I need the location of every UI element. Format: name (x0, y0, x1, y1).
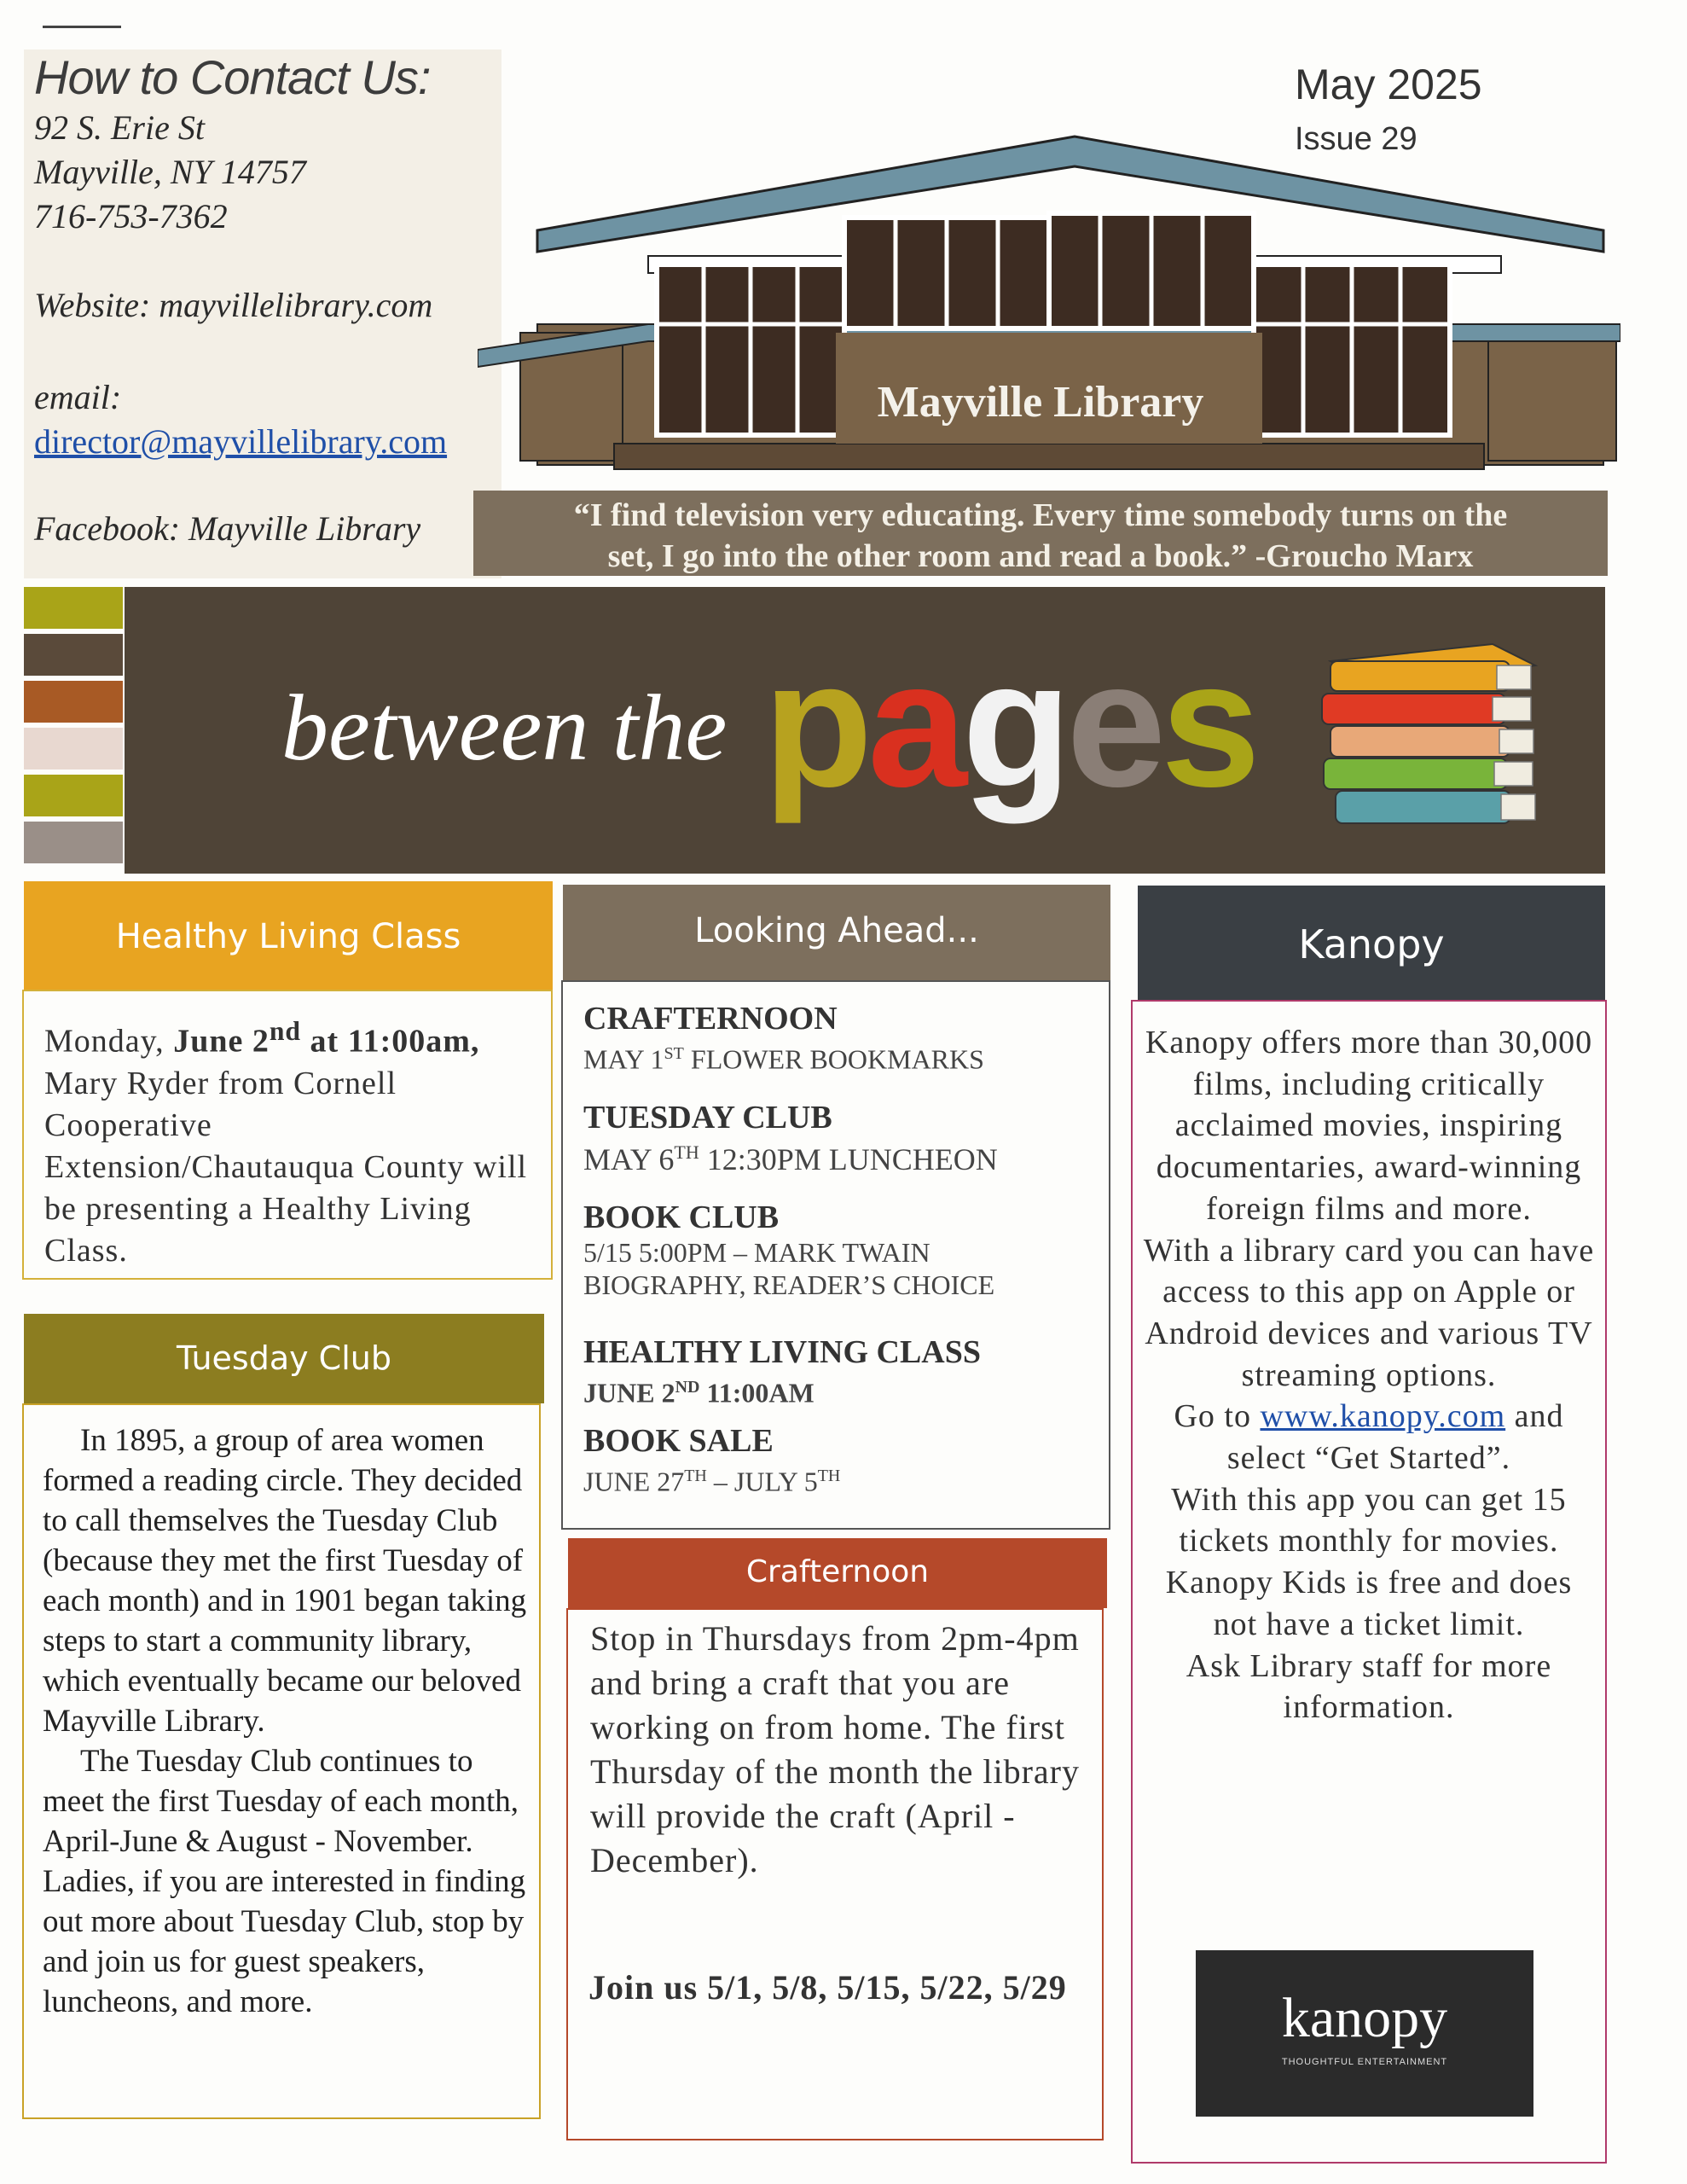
pages-letter: s (1161, 624, 1255, 824)
kanopy-logo-tagline: THOUGHTFUL ENTERTAINMENT (1281, 2057, 1448, 2067)
event-item (583, 1000, 1095, 1076)
crafternoon-heading: Crafternoon (745, 1554, 930, 1589)
kanopy-paragraph: Ask Library staff for more information. (1186, 1647, 1552, 1726)
stripe-2 (24, 634, 123, 676)
kanopy-paragraph: Kanopy Kids is free and does not have a ticket limit. (1165, 1565, 1573, 1642)
event-detail: JUNE 27TH – JULY 5TH (583, 1466, 841, 1497)
tuesday-paragraph-1: In 1895, a group of area women formed a reading circle. They decided to call themselves the Tuesday Club (because they met the first Tuesday of each month) and in 1901 began taking steps to start a community library, which eventually became our beloved Mayville Library. (43, 1423, 527, 1739)
crafternoon-dates: Join us 5/1, 5/8, 5/15, 5/22, 5/29 (588, 1968, 1067, 2007)
pages-letter: g (962, 624, 1067, 824)
stripe-4 (24, 728, 123, 770)
healthy-description: Mary Ryder from Cornell Cooperative Extension/Chautauqua County will be presenting a Healthy Living Class. (44, 1065, 528, 1269)
crafternoon-body: Stop in Thursdays from 2pm-4pm and bring a craft that you are working on from home. The first Thursday of the month the library will provide the craft (April - December). (590, 1619, 1080, 1879)
healthy-day: Monday, (44, 1023, 174, 1060)
contact-facebook: Facebook: Mayville Library (34, 509, 421, 548)
healthy-living-body (44, 1010, 530, 1272)
pages-letter: p (763, 624, 868, 824)
contact-street: 92 S. Erie St (34, 108, 205, 147)
kanopy-logo-word: kanopy (1281, 1987, 1448, 2049)
event-title: TUESDAY CLUB (583, 1100, 832, 1136)
healthy-date-suffix: nd (269, 1016, 302, 1046)
quote-text (490, 495, 1591, 577)
masthead-color-stripes (24, 587, 123, 868)
kanopy-paragraph: With a library card you can have access to this app on Apple or Android devices and various TV streaming options. (1143, 1232, 1595, 1393)
event-detail: MAY 1ST FLOWER BOOKMARKS (583, 1043, 984, 1075)
event-detail: MAY 6TH 12:30PM LUNCHEON (583, 1141, 998, 1176)
issue-number: Issue 29 (1295, 121, 1417, 157)
stripe-3 (24, 681, 123, 723)
kanopy-body (1143, 1022, 1595, 1728)
quote-line-1: “I find television very educating. Every time somebody turns on the (573, 497, 1508, 533)
event-title: HEALTHY LIVING CLASS (583, 1334, 982, 1370)
event-item (583, 1199, 1095, 1301)
contact-city: Mayville, NY 14757 (34, 153, 306, 191)
masthead-pages-word (763, 621, 1255, 828)
event-detail: 5/15 5:00PM – MARK TWAIN BIOGRAPHY, READER’S CHOICE (583, 1237, 995, 1300)
stripe-6 (24, 822, 123, 863)
book-stack-icon (1305, 627, 1552, 832)
contact-email-label: email: (34, 378, 122, 416)
looking-ahead-heading: Looking Ahead... (694, 911, 979, 950)
kanopy-heading: Kanopy (1298, 921, 1445, 967)
tuesday-club-body (43, 1420, 529, 2022)
pages-letter: a (867, 624, 963, 824)
issue-date: May 2025 (1295, 61, 1482, 108)
healthy-time: at 11:00am, (301, 1023, 480, 1060)
kanopy-paragraph: With this app you can get 15 tickets monthly for movies. (1171, 1481, 1567, 1560)
healthy-living-heading: Healthy Living Class (115, 917, 461, 956)
tuesday-club-heading: Tuesday Club (177, 1339, 391, 1377)
quote-line-2: set, I go into the other room and read a book.” -Groucho Marx (607, 538, 1474, 574)
tuesday-paragraph-2: The Tuesday Club continues to meet the first Tuesday of each month, April-June & August - November. Ladies, if you are interested in finding out more about Tuesday Club, stop by and join us for guest speakers, luncheons, and more. (43, 1744, 526, 2019)
masthead-between-text: between the (281, 676, 728, 780)
event-item (583, 1099, 1095, 1176)
pages-letter: e (1066, 624, 1162, 824)
healthy-date: June 2 (173, 1023, 270, 1060)
event-item (583, 1422, 1095, 1498)
contact-phone: 716-753-7362 (34, 197, 228, 235)
event-item (583, 1333, 1095, 1409)
kanopy-paragraph: Go to www.kanopy.com and select “Get Started”. (1174, 1398, 1564, 1477)
event-detail: JUNE 2ND 11:00AM (583, 1377, 815, 1409)
contact-website[interactable]: Website: mayvillelibrary.com (34, 286, 433, 324)
building-label: Mayville Library (877, 378, 1204, 427)
event-title: CRAFTERNOON (583, 1001, 838, 1037)
contact-title: How to Contact Us: (34, 50, 431, 104)
top-rule (43, 26, 121, 28)
kanopy-paragraph: Kanopy offers more than 30,000 films, including critically acclaimed movies, inspiring documentaries, award-winning foreign films and more. (1145, 1025, 1593, 1227)
stripe-5 (24, 775, 123, 816)
contact-email-link[interactable]: director@mayvillelibrary.com (34, 422, 448, 461)
stripe-1 (24, 587, 123, 629)
event-title: BOOK SALE (583, 1423, 774, 1459)
event-title: BOOK CLUB (583, 1199, 780, 1235)
kanopy-link[interactable]: www.kanopy.com (1260, 1398, 1506, 1435)
